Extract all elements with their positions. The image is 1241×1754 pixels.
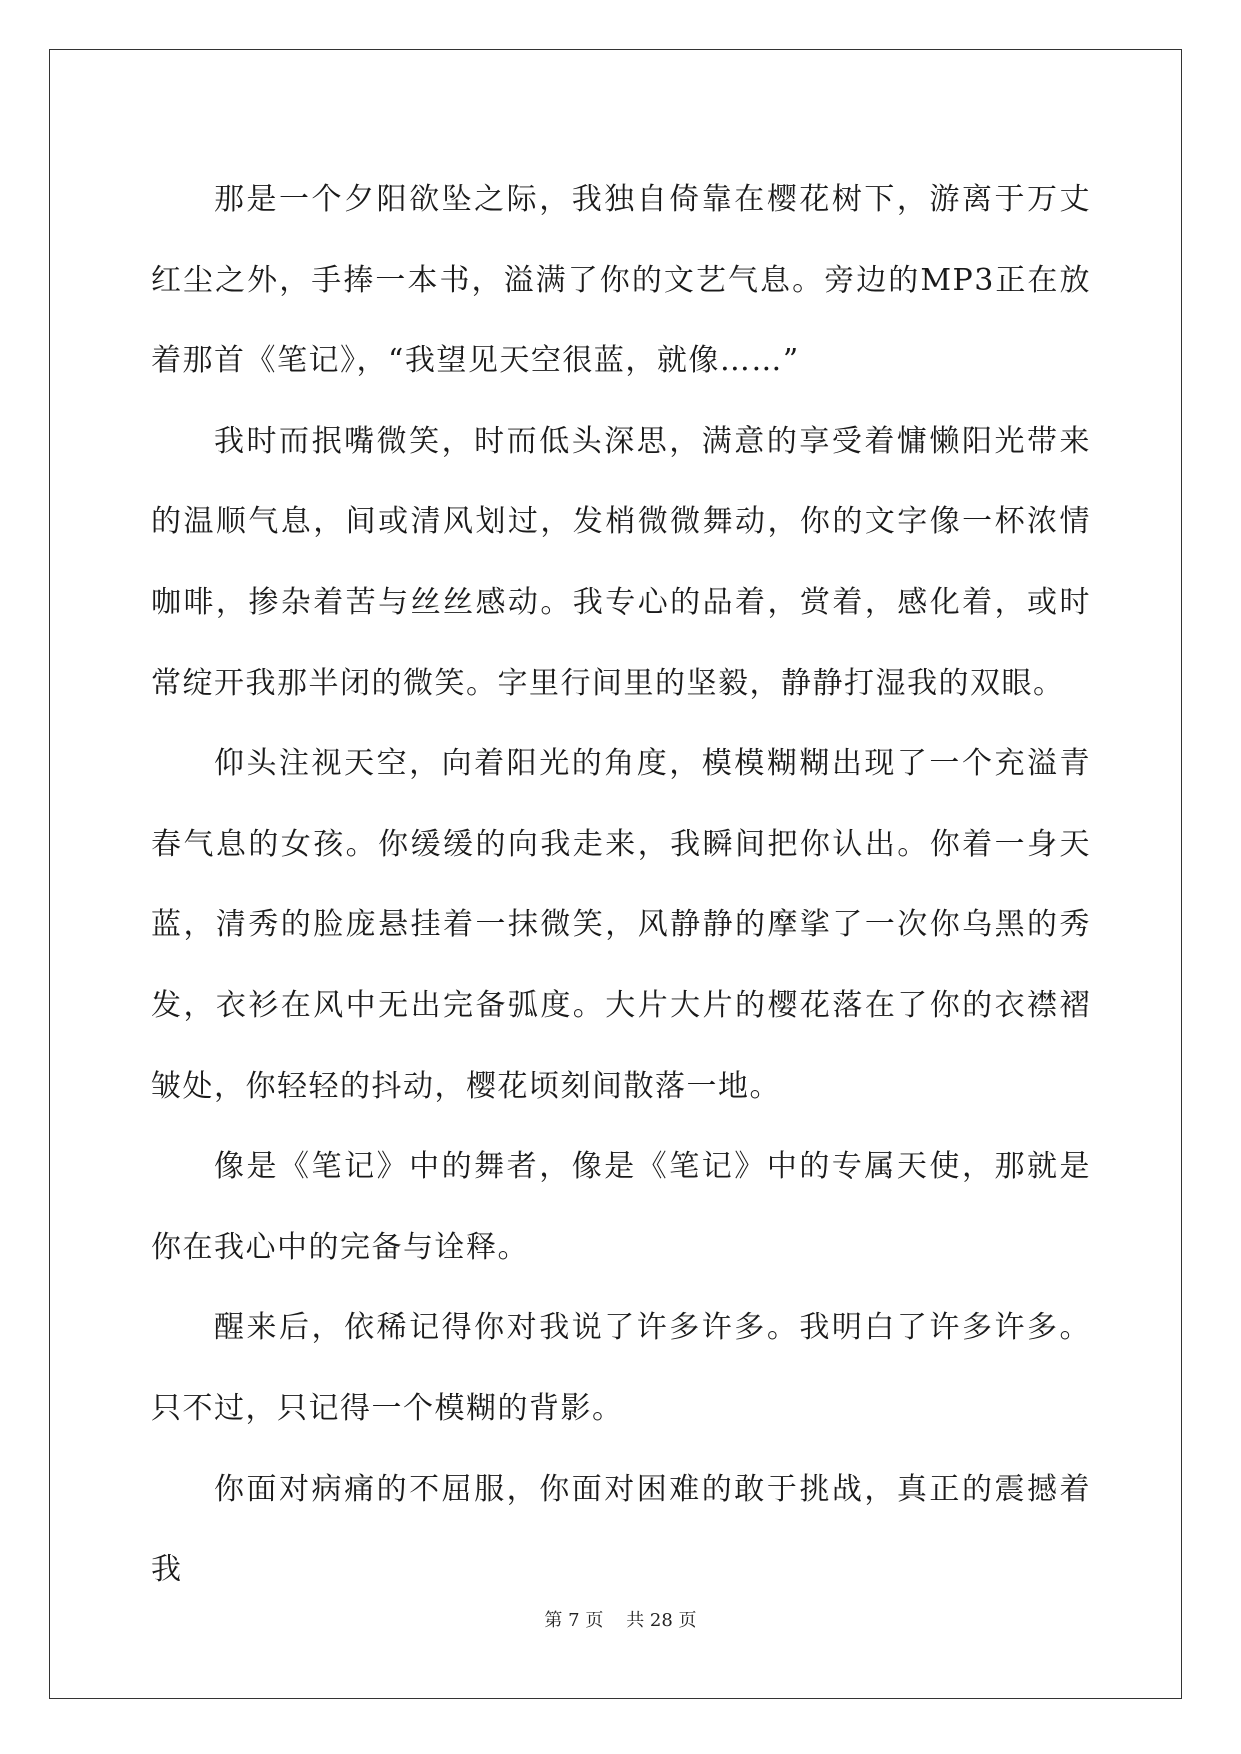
paragraph-1: 那是一个夕阳欲坠之际，我独自倚靠在樱花树下，游离于万丈红尘之外，手捧一本书，溢满了你的文艺气息。旁边的MP3正在放着那首《笔记》，“我望见天空很蓝，就像……”: [151, 182, 1091, 379]
paragraph-5: 醒来后，依稀记得你对我说了许多许多。我明白了许多许多。只不过，只记得一个模糊的背影。: [151, 1310, 1091, 1426]
document-body: [151, 160, 1091, 1611]
paragraph-2: 我时而抿嘴微笑，时而低头深思，满意的享受着慵懒阳光带来的温顺气息，间或清风划过，发梢微微舞动，你的文字像一杯浓情咖啡，掺杂着苦与丝丝感动。我专心的品着，赏着，感化着，或时常绽开我那半闭的微笑。字里行间里的坚毅，静静打湿我的双眼。: [151, 423, 1091, 701]
paragraph-4: 像是《笔记》中的舞者，像是《笔记》中的专属天使，那就是你在我心中的完备与诠释。: [151, 1149, 1091, 1265]
paragraph-3: 仰头注视天空，向着阳光的角度，模模糊糊出现了一个充溢青春气息的女孩。你缓缓的向我走来，我瞬间把你认出。你着一身天蓝，清秀的脸庞悬挂着一抹微笑，风静静的摩挲了一次你乌黑的秀发，衣衫在风中无出完备弧度。大片大片的樱花落在了你的衣襟褶皱处，你轻轻的抖动，樱花顷刻间散落一地。: [151, 746, 1091, 1104]
page-footer: [0, 1606, 1241, 1632]
page-number-label: 第 7 页 共 28 页: [544, 1610, 697, 1631]
paragraph-6: 你面对病痛的不屈服，你面对困难的敢于挑战，真正的震撼着我: [151, 1471, 1091, 1588]
